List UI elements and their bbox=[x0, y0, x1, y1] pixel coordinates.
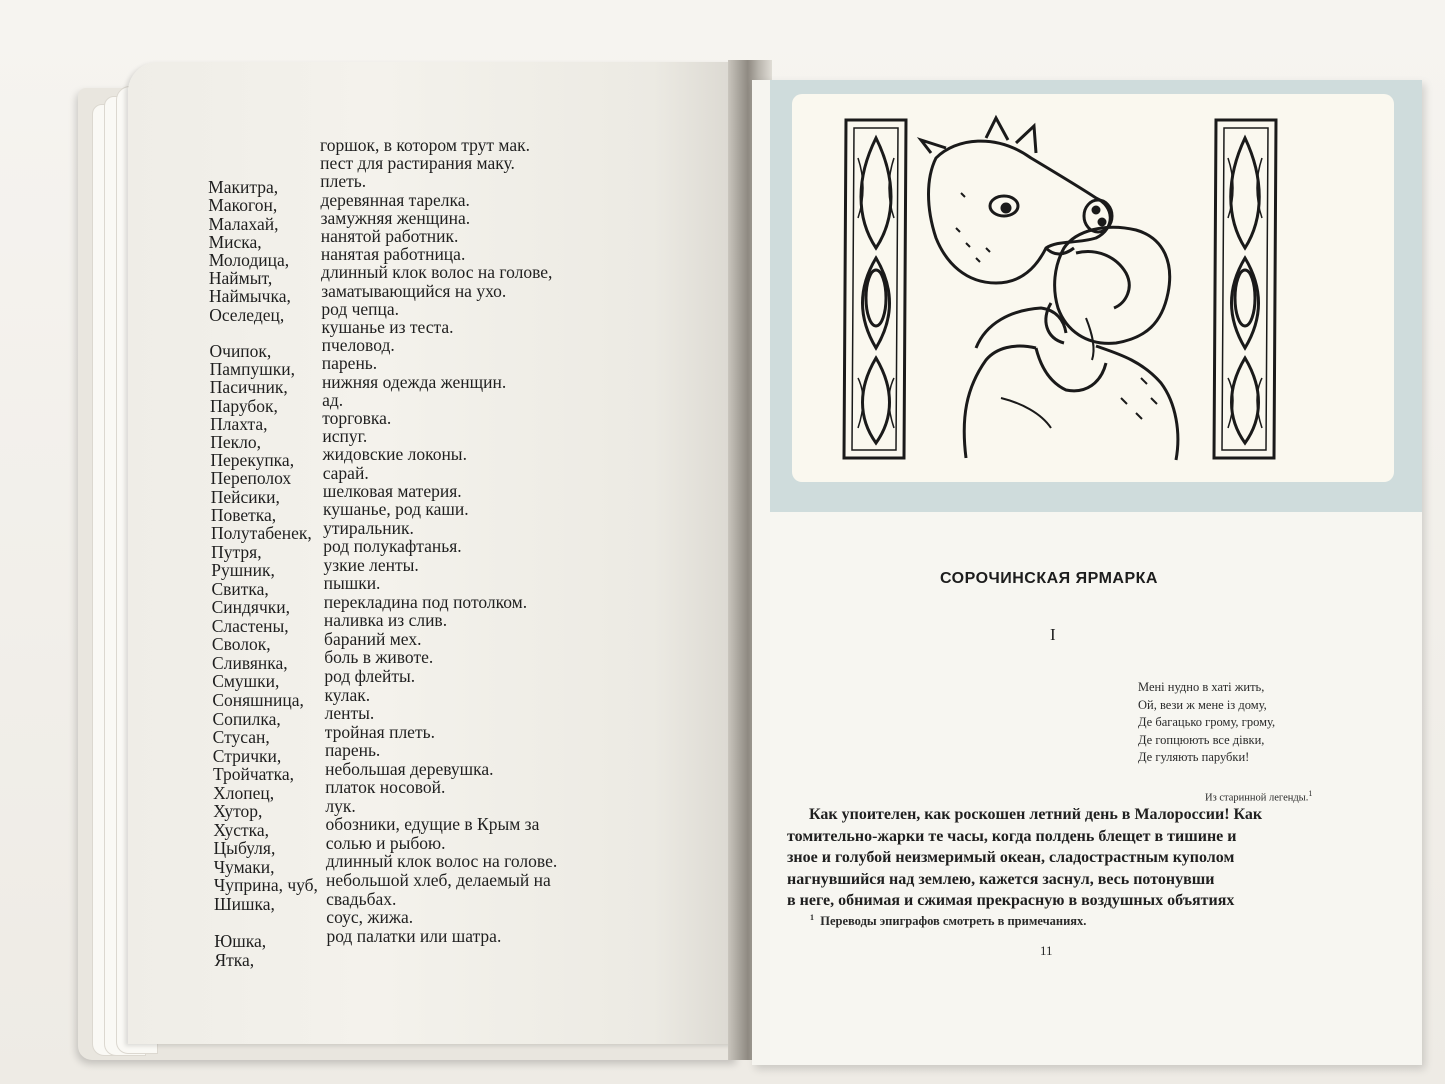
glossary-term: Макогон, bbox=[208, 195, 278, 216]
footnote-mark: 1 bbox=[810, 913, 814, 922]
glossary-term: Путря, bbox=[211, 541, 262, 562]
glossary-term: Пейсики, bbox=[210, 486, 280, 507]
glossary-definition: заматывающийся на ухо. bbox=[321, 280, 507, 301]
glossary-definition: род чепца. bbox=[321, 298, 400, 319]
glossary-term: Хлопец, bbox=[213, 782, 275, 803]
glossary-definition: ад. bbox=[322, 389, 344, 410]
glossary-term: Сволок, bbox=[211, 634, 271, 655]
glossary-term: Тройчатка, bbox=[212, 764, 294, 785]
glossary-definition: нижняя одежда женщин. bbox=[321, 371, 507, 392]
glossary-definition: жидовские локоны. bbox=[322, 444, 467, 465]
glossary-term: Чуприна, чуб, bbox=[213, 875, 318, 896]
epigraph-line: Ой, вези ж мене із дому, bbox=[1138, 697, 1267, 712]
glossary-term: Полутабенек, bbox=[211, 523, 312, 543]
glossary-definition: длинный клок волос на голове. bbox=[325, 851, 558, 872]
glossary-term: Плахта, bbox=[210, 413, 268, 434]
glossary-term: Цыбуля, bbox=[213, 838, 276, 859]
epigraph-line: Де багацько грому, грому, bbox=[1138, 715, 1276, 729]
glossary-term: Миска, bbox=[208, 231, 262, 252]
glossary-definition: нанятой работник. bbox=[320, 226, 459, 246]
glossary-definition: ленты. bbox=[324, 703, 375, 724]
glossary-definition: испуг. bbox=[322, 426, 368, 447]
glossary-term: Рушник, bbox=[211, 560, 275, 581]
glossary-definition: пышки. bbox=[323, 573, 381, 594]
epigraph-line: Де гопцюють все дівки, bbox=[1138, 732, 1265, 747]
glossary-definition: шелковая материя. bbox=[322, 480, 462, 501]
glossary-term: Ятка, bbox=[214, 949, 255, 970]
chapter-title: СОРОЧИНСКАЯ ЯРМАРКА bbox=[940, 570, 1158, 587]
epigraph-line: Де гуляють парубки! bbox=[1138, 750, 1250, 764]
glossary-definition: перекладина под потолком. bbox=[323, 591, 528, 612]
glossary-term: Парубок, bbox=[209, 395, 278, 416]
glossary-term: Наймыт, bbox=[208, 268, 273, 289]
glossary-definition: парень. bbox=[321, 353, 378, 374]
glossary-definition: род палатки или шатра. bbox=[326, 925, 502, 946]
body-line: нагнувшийся над землею, кажется заснул, весь потонувши bbox=[787, 870, 1215, 888]
glossary-term: Пампушки, bbox=[209, 359, 295, 380]
glossary-definition: солью и рыбою. bbox=[325, 832, 446, 853]
glossary-term: Молодица, bbox=[208, 250, 290, 270]
body-line: в неге, обнимая и сжимая прекрасную в воздушных объятиях bbox=[787, 892, 1235, 909]
glossary-definition: соус, жижа. bbox=[326, 907, 414, 928]
glossary-term: Стрички, bbox=[212, 745, 282, 766]
glossary-term: Очипок, bbox=[209, 341, 272, 361]
glossary-definition: замужняя женщина. bbox=[320, 207, 471, 228]
glossary-term: Сопилка, bbox=[212, 708, 281, 729]
glossary-term: Макитра, bbox=[208, 177, 279, 198]
glossary-definition: торговка. bbox=[322, 408, 392, 428]
glossary-definition: платок носовой. bbox=[325, 777, 446, 798]
epigraph-source bbox=[1205, 789, 1312, 804]
glossary-definition: тройная плеть. bbox=[324, 721, 435, 742]
footnote-text: Переводы эпиграфов смотреть в примечаниях. bbox=[820, 914, 1087, 929]
glossary-definition: плеть. bbox=[320, 171, 367, 192]
glossary-definition: боль в животе. bbox=[324, 647, 434, 668]
chapter-number: I bbox=[1050, 625, 1056, 644]
glossary-definition: кушанье из теста. bbox=[321, 317, 454, 337]
glossary-definition: лук. bbox=[325, 795, 356, 816]
glossary-definition: горшок, в котором трут мак. bbox=[320, 135, 531, 155]
glossary-term: Стусан, bbox=[212, 727, 270, 748]
glossary-term: Хутор, bbox=[213, 801, 263, 822]
glossary-term: Перекупка, bbox=[210, 450, 295, 471]
glossary-definition: пчеловод. bbox=[321, 335, 395, 356]
body-line: томительно-жарки те часы, когда полдень блещет в тишине и bbox=[787, 827, 1237, 845]
glossary-term: Синдячки, bbox=[211, 597, 290, 618]
body-line: зное и голубой неизмеримый океан, сладострастным куполом bbox=[787, 849, 1235, 866]
glossary-term: Смушки, bbox=[212, 671, 280, 692]
glossary-term: Чумаки, bbox=[213, 856, 275, 877]
glossary-definition: небольшой хлеб, делаемый на bbox=[326, 870, 551, 890]
illustration-devil-and-man bbox=[796, 98, 1390, 478]
glossary-definition: обозники, едущие в Крым за bbox=[325, 814, 540, 835]
glossary-definition: наливка из слив. bbox=[323, 610, 448, 631]
epigraph bbox=[1138, 679, 1368, 767]
epigraph-footnote-mark: 1 bbox=[1308, 789, 1313, 798]
glossary-term: Переполох bbox=[210, 468, 292, 489]
glossary-term: Хустка, bbox=[213, 819, 270, 840]
left-ornament-panel bbox=[844, 120, 906, 458]
glossary-term: Сливянка, bbox=[212, 652, 288, 673]
glossary-term: Пасичник, bbox=[209, 377, 288, 398]
glossary-definition: утиральник. bbox=[323, 517, 414, 538]
epigraph-line: Мені нудно в хаті жить, bbox=[1138, 680, 1265, 694]
glossary-definition: парень. bbox=[324, 740, 381, 761]
glossary-definition: бараний мех. bbox=[324, 628, 422, 649]
glossary-term: Малахай, bbox=[208, 213, 279, 234]
glossary-definition: род полукафтанья. bbox=[323, 536, 462, 557]
glossary-definition: деревянная тарелка. bbox=[320, 189, 470, 210]
glossary-term: Юшка, bbox=[214, 931, 267, 952]
glossary-definition: пест для растирания маку. bbox=[320, 153, 515, 174]
chapter-body-text bbox=[787, 804, 1367, 912]
glossary-term: Пекло, bbox=[210, 432, 262, 452]
glossary-definition: нанятая работница. bbox=[320, 244, 466, 265]
body-line: Как упоителен, как роскошен летний день в Малороссии! Как bbox=[809, 806, 1263, 823]
devil-head bbox=[921, 118, 1112, 283]
epigraph-source-text: Из старинной легенды. bbox=[1205, 792, 1309, 804]
glossary-term: Свитка, bbox=[211, 578, 269, 599]
glossary-definition: кулак. bbox=[324, 684, 371, 705]
glossary-definition: длинный клок волос на голове, bbox=[321, 262, 553, 283]
glossary-term: Сластены, bbox=[211, 615, 289, 636]
glossary-term: Наймычка, bbox=[209, 286, 291, 307]
right-page-text-area bbox=[770, 512, 1422, 1065]
footnote bbox=[810, 913, 1086, 929]
glossary-definition: небольшая деревушка. bbox=[325, 758, 494, 779]
glossary-term: Соняшница, bbox=[212, 689, 304, 710]
glossary-term: Шишка, bbox=[214, 894, 275, 914]
page-number: 11 bbox=[1040, 943, 1053, 958]
glossary-definition: род флейты. bbox=[324, 665, 416, 686]
glossary-definition: сарай. bbox=[322, 462, 369, 483]
glossary-term: Оселедец, bbox=[209, 304, 285, 325]
glossary-definition: узкие ленты. bbox=[323, 554, 419, 575]
glossary-definition: кушанье, род каши. bbox=[323, 499, 469, 519]
glossary-definition: свадьбах. bbox=[326, 888, 397, 909]
glossary-term: Поветка, bbox=[210, 504, 277, 525]
right-ornament-panel bbox=[1214, 120, 1276, 458]
man-covering-face bbox=[964, 227, 1178, 460]
